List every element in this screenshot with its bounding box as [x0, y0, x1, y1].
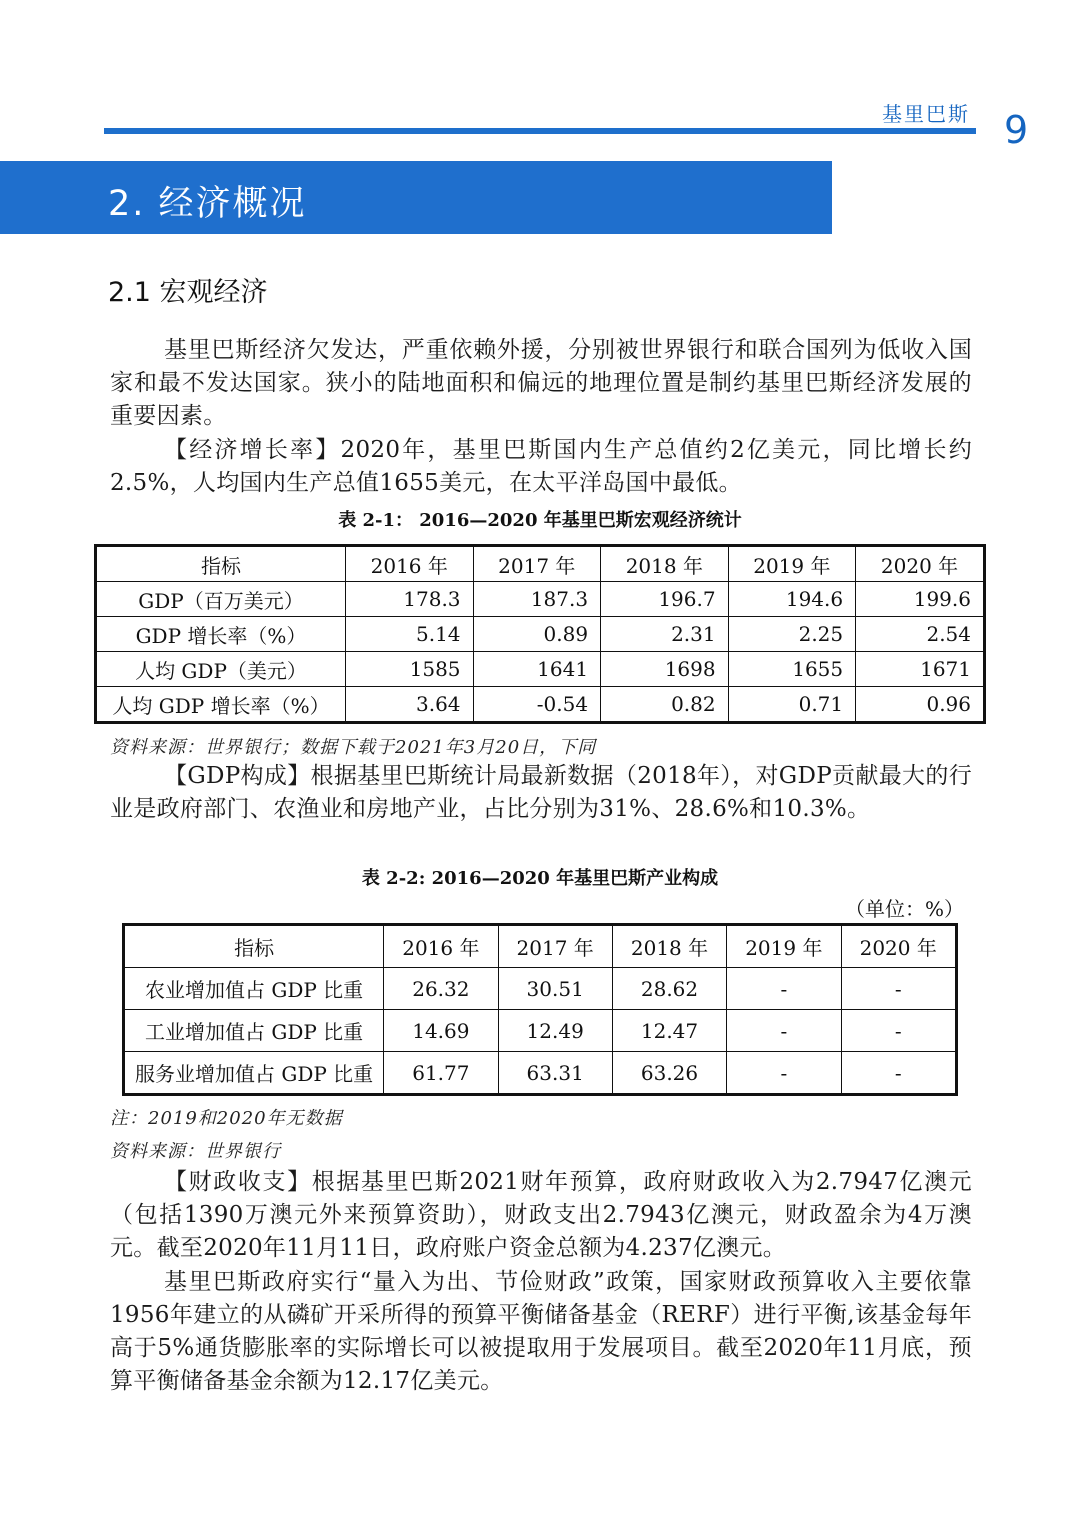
section-title: 2.1 宏观经济 [108, 277, 268, 308]
table-header-cell: 2018 年 [612, 925, 726, 968]
table-cell: 63.26 [612, 1052, 726, 1095]
table2-caption: 表 2-2: 2016—2020 年基里巴斯产业构成 [361, 868, 719, 889]
table-cell: - [727, 1010, 841, 1052]
table-cell: 2.31 [601, 617, 729, 652]
table-header-cell: 2020 年 [856, 546, 985, 582]
table-header-row [124, 925, 957, 968]
row-label: 工业增加值占 GDP 比重 [124, 1010, 384, 1052]
table-header-cell: 2018 年 [601, 546, 729, 582]
table-cell: - [841, 1052, 957, 1095]
table-cell: -0.54 [473, 687, 601, 723]
table-row [96, 687, 985, 723]
table-header-cell: 2017 年 [498, 925, 612, 968]
table-cell: 61.77 [384, 1052, 498, 1095]
paragraph-gdp-composition: 【GDP构成】根据基里巴斯统计局最新数据（2018年），对GDP贡献最大的行业是政府部门、农渔业和房地产业，占比分别为31%、28.6%和10.3%。 [110, 763, 972, 822]
header-rule [104, 128, 976, 134]
table-cell: 30.51 [498, 968, 612, 1010]
table-cell: 63.31 [498, 1052, 612, 1095]
table-cell: - [841, 968, 957, 1010]
table-cell: 3.64 [346, 687, 474, 723]
table1-caption: 表 2-1： 2016—2020 年基里巴斯宏观经济统计 [338, 510, 742, 531]
table-cell: - [841, 1010, 957, 1052]
row-label: GDP 增长率（%） [96, 617, 346, 652]
table-cell: 1698 [601, 652, 729, 687]
table-cell: 178.3 [346, 582, 474, 617]
industry-composition-table [122, 923, 958, 1096]
table-cell: 26.32 [384, 968, 498, 1010]
table-cell: 1641 [473, 652, 601, 687]
table-cell: 196.7 [601, 582, 729, 617]
table-row [124, 1052, 957, 1095]
table-row [124, 1010, 957, 1052]
table-cell: 2.54 [856, 617, 985, 652]
table-row [124, 968, 957, 1010]
table2-source: 资料来源：世界银行 [110, 1141, 281, 1162]
table-cell: 1585 [346, 652, 474, 687]
table2-unit: （单位：%） [844, 897, 964, 921]
row-label: 人均 GDP 增长率（%） [96, 687, 346, 723]
page-number: 9 [1004, 108, 1029, 152]
table-cell: 12.47 [612, 1010, 726, 1052]
table-row [96, 652, 985, 687]
table-cell: 187.3 [473, 582, 601, 617]
table-header-cell: 2020 年 [841, 925, 957, 968]
running-header-title: 基里巴斯 [882, 102, 970, 126]
table-header-cell: 2016 年 [384, 925, 498, 968]
row-label: 人均 GDP（美元） [96, 652, 346, 687]
table-cell: - [727, 968, 841, 1010]
table-cell: 0.71 [728, 687, 856, 723]
table-header-cell: 指标 [96, 546, 346, 582]
table-cell: 12.49 [498, 1010, 612, 1052]
table-header-row [96, 546, 985, 582]
table2-note: 注：2019和2020年无数据 [110, 1108, 343, 1129]
paragraph-policy: 基里巴斯政府实行“量入为出、节俭财政”政策，国家财政预算收入主要依靠1956年建立的从磷矿开采所得的预算平衡储备基金（RERF）进行平衡,该基金每年高于5%通货膨胀率的实际增长可以被提取用于发展项目。截至2020年11月底，预算平衡储备基金余额为12.17亿美元。 [110, 1269, 972, 1394]
table-row [96, 582, 985, 617]
table-cell: 14.69 [384, 1010, 498, 1052]
paragraph-fiscal: 【财政收支】根据基里巴斯2021财年预算，政府财政收入为2.7947亿澳元（包括1390万澳元外来预算资助），财政支出2.7943亿澳元，财政盈余为4万澳元。截至2020年11月11日，政府账户资金总额为4.237亿澳元。 [110, 1169, 972, 1261]
table-cell: 2.25 [728, 617, 856, 652]
table-cell: 0.96 [856, 687, 985, 723]
table-header-cell: 指标 [124, 925, 384, 968]
table-header-cell: 2019 年 [728, 546, 856, 582]
table-cell: 1671 [856, 652, 985, 687]
table-cell: 199.6 [856, 582, 985, 617]
table-cell: 1655 [728, 652, 856, 687]
macro-economic-table [94, 544, 986, 724]
table-header-cell: 2016 年 [346, 546, 474, 582]
table-cell: 0.82 [601, 687, 729, 723]
table-row [96, 617, 985, 652]
table-cell: 5.14 [346, 617, 474, 652]
table-cell: - [727, 1052, 841, 1095]
table-cell: 0.89 [473, 617, 601, 652]
paragraph-intro: 基里巴斯经济欠发达，严重依赖外援，分别被世界银行和联合国列为低收入国家和最不发达国家。狭小的陆地面积和偏远的地理位置是制约基里巴斯经济发展的重要因素。 [110, 337, 972, 429]
row-label: 服务业增加值占 GDP 比重 [124, 1052, 384, 1095]
row-label: 农业增加值占 GDP 比重 [124, 968, 384, 1010]
table-header-cell: 2017 年 [473, 546, 601, 582]
paragraph-growth: 【经济增长率】2020年，基里巴斯国内生产总值约2亿美元，同比增长约2.5%，人均国内生产总值1655美元，在太平洋岛国中最低。 [110, 437, 972, 496]
table1-source: 资料来源：世界银行；数据下载于2021年3月20日，下同 [110, 737, 597, 758]
table-header-cell: 2019 年 [727, 925, 841, 968]
row-label: GDP（百万美元） [96, 582, 346, 617]
chapter-title: 2. 经济概况 [108, 184, 307, 224]
table-cell: 28.62 [612, 968, 726, 1010]
table-cell: 194.6 [728, 582, 856, 617]
